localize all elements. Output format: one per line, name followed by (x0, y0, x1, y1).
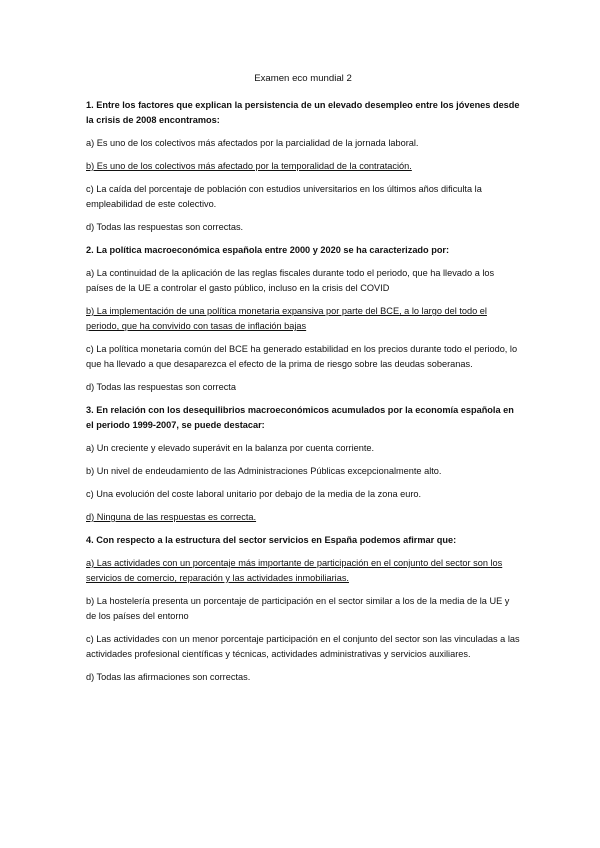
question-1: 1. Entre los factores que explican la persistencia de un elevado desempleo entre los jóvenes desde la crisis de 2008 encontramos: (86, 100, 520, 125)
q3-option-a: a) Un creciente y elevado superávit en la balanza por cuenta corriente. (86, 443, 375, 453)
q3-option-d: d) Ninguna de las respuestas es correcta. (86, 512, 257, 522)
q1-option-d: d) Todas las respuestas son correctas. (86, 222, 244, 232)
question-block-2 (86, 243, 520, 395)
question-block-4 (86, 533, 520, 685)
q2-option-a: a) La continuidad de la aplicación de las reglas fiscales durante todo el periodo, que ha llevado a los países de la UE a controlar el gasto público, incluso en la crisis del COVID (86, 268, 495, 293)
question-2: 2. La política macroeconómica española entre 2000 y 2020 se ha caracterizado por: (86, 245, 450, 255)
q2-option-c: c) La política monetaria común del BCE ha generado estabilidad en los precios durante todo el periodo, lo que ha llevado a que desaparezca el efecto de la prima de riesgo sobre las deudas soberanas. (86, 344, 518, 369)
q1-option-a: a) Es uno de los colectivos más afectados por la parcialidad de la jornada laboral. (86, 138, 419, 148)
q4-option-d: d) Todas las afirmaciones son correctas. (86, 672, 251, 682)
question-4: 4. Con respecto a la estructura del sector servicios en España podemos afirmar que: (86, 535, 457, 545)
q2-option-d: d) Todas las respuestas son correcta (86, 382, 236, 392)
q1-option-b: b) Es uno de los colectivos más afectado por la temporalidad de la contratación. (86, 161, 412, 171)
q4-option-b: b) La hostelería presenta un porcentaje de participación en el sector similar a los de la media de la UE y de los países del entorno (86, 596, 510, 621)
q3-option-b: b) Un nivel de endeudamiento de las Administraciones Públicas excepcionalmente alto. (86, 466, 442, 476)
question-3: 3. En relación con los desequilibrios macroeconómicos acumulados por la economía española en el periodo 1999-2007, se puede destacar: (86, 405, 514, 430)
q3-option-c: c) Una evolución del coste laboral unitario por debajo de la media de la zona euro. (86, 489, 422, 499)
q1-option-c: c) La caída del porcentaje de población con estudios universitarios en los últimos años dificulta la empleabilidad de este colectivo. (86, 184, 482, 209)
document-title: Examen eco mundial 2 (254, 73, 352, 84)
q2-option-b: b) La implementación de una política monetaria expansiva por parte del BCE, a lo largo del todo el periodo, que ha convivido con tasas de inflación bajas (86, 306, 487, 331)
q4-option-c: c) Las actividades con un menor porcentaje participación en el conjunto del sector son las vinculadas a las actividades profesional científicas y técnicas, actividades administrativas y servicios auxiliares. (86, 634, 520, 659)
q4-option-a: a) Las actividades con un porcentaje más importante de participación en el conjunto del sector son los servicios de comercio, reparación y las actividades inmobiliarias. (86, 558, 503, 583)
question-block-3 (86, 403, 520, 525)
question-block-1 (86, 98, 520, 235)
